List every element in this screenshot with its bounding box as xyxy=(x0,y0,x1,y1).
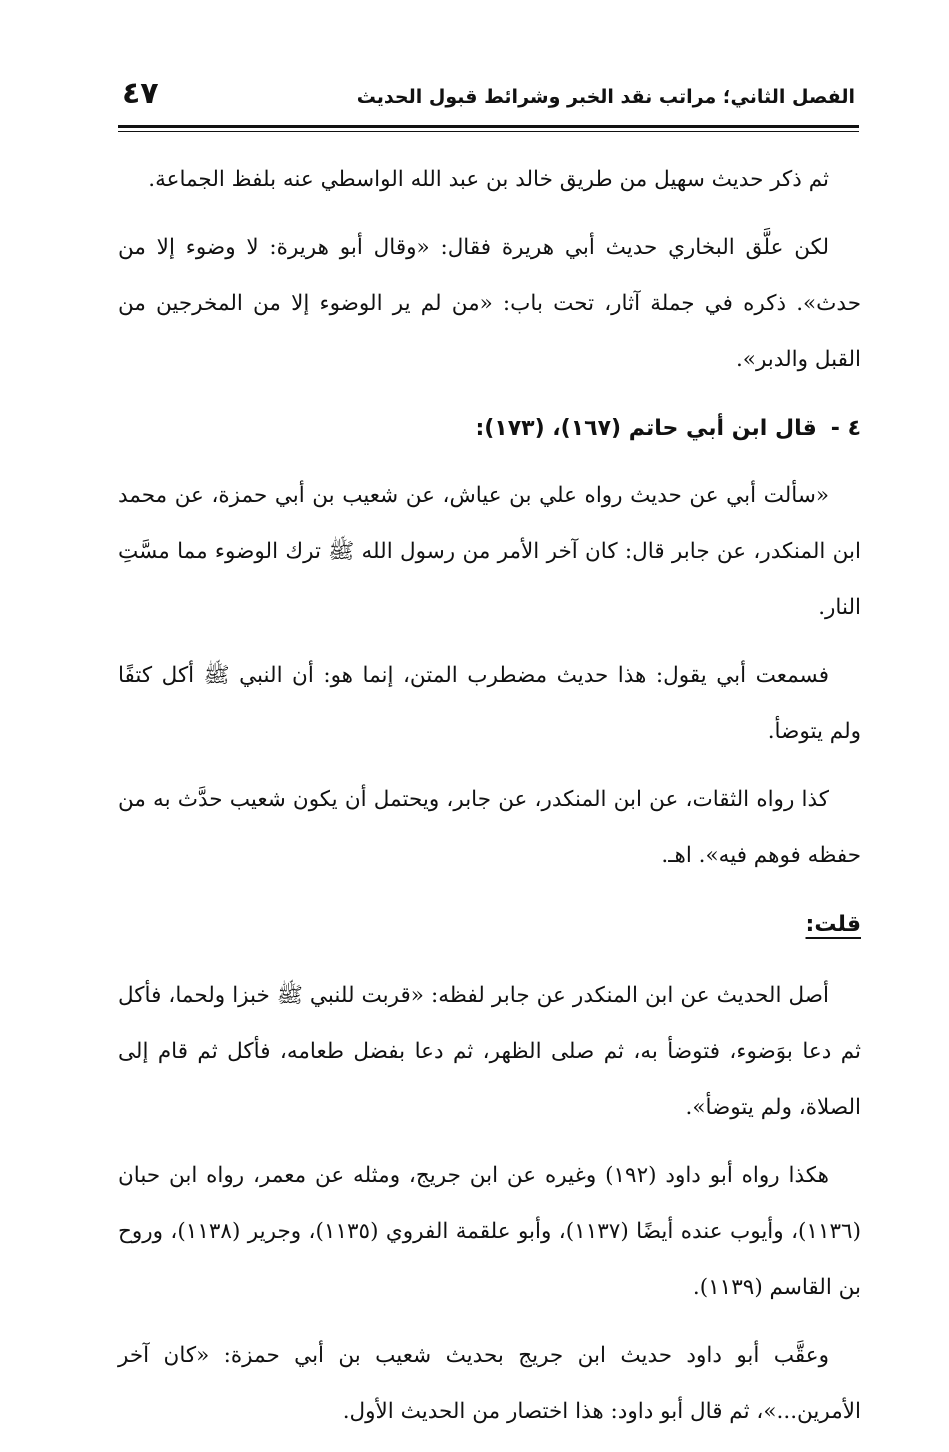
paragraph-1: ثم ذكر حديث سهيل من طريق خالد بن عبد الله الواسطي عنه بلفظ الجماعة. xyxy=(148,167,829,192)
paragraph-5: كذا رواه الثقات، عن ابن المنكدر، عن جابر، ويحتمل أن يكون شعيب حدَّث به من حفظه فوهم فيه». اهـ. xyxy=(118,787,861,868)
section-number: ٤ - xyxy=(830,416,861,441)
qult-label xyxy=(118,896,861,954)
page-number: ٤٧ xyxy=(122,76,159,111)
paragraph-2: لكن علَّق البخاري حديث أبي هريرة فقال: «وقال أبو هريرة: لا وضوء إلا من حدث». ذكره في جملة آثار، تحت باب: «من لم ير الوضوء إلا من المخرجين من القبل والدبر». xyxy=(118,235,861,372)
paragraph-8: وعقَّب أبو داود حديث ابن جريج بحديث شعيب بن أبي حمزة: «كان آخر الأمرين...»، ثم قال أبو داود: هذا اختصار من الحديث الأول. xyxy=(118,1343,861,1424)
paragraph-7: هكذا رواه أبو داود (١٩٢) وغيره عن ابن جريج، ومثله عن معمر، رواه ابن حبان (١١٣٦)، وأيوب عنده أيضًا (١١٣٧)، وأبو علقمة الفروي (١١٣٥)، وجرير (١١٣٨)، وروح بن القاسم (١١٣٩). xyxy=(118,1163,861,1300)
page-header xyxy=(118,72,859,122)
running-title: الفصل الثاني؛ مراتب نقد الخبر وشرائط قبول الحديث xyxy=(356,86,855,108)
section-heading xyxy=(118,400,861,458)
section-title: قال ابن أبي حاتم (١٦٧)، (١٧٣): xyxy=(475,416,817,441)
header-rule-thick xyxy=(118,125,859,128)
paragraph-4: فسمعت أبي يقول: هذا حديث مضطرب المتن، إنما هو: أن النبي ﷺ أكل كتفًا ولم يتوضأ. xyxy=(118,663,861,744)
paragraph-6: أصل الحديث عن ابن المنكدر عن جابر لفظه: «قربت للنبي ﷺ خبزا ولحما، فأكل ثم دعا بوَضوء، فتوضأ به، ثم صلى الظهر، ثم دعا بفضل طعامه، فأكل ثم قام إلى الصلاة، ولم يتوضأ». xyxy=(118,983,862,1120)
qult-label-text: قلت: xyxy=(805,912,861,937)
paragraph-3: «سألت أبي عن حديث رواه علي بن عياش، عن شعيب بن أبي حمزة، عن محمد ابن المنكدر، عن جابر قال: كان آخر الأمر من رسول الله ﷺ ترك الوضوء مما مسَّتِ النار. xyxy=(118,483,861,620)
header-rule-thin xyxy=(118,131,859,132)
page-body xyxy=(118,152,861,1452)
